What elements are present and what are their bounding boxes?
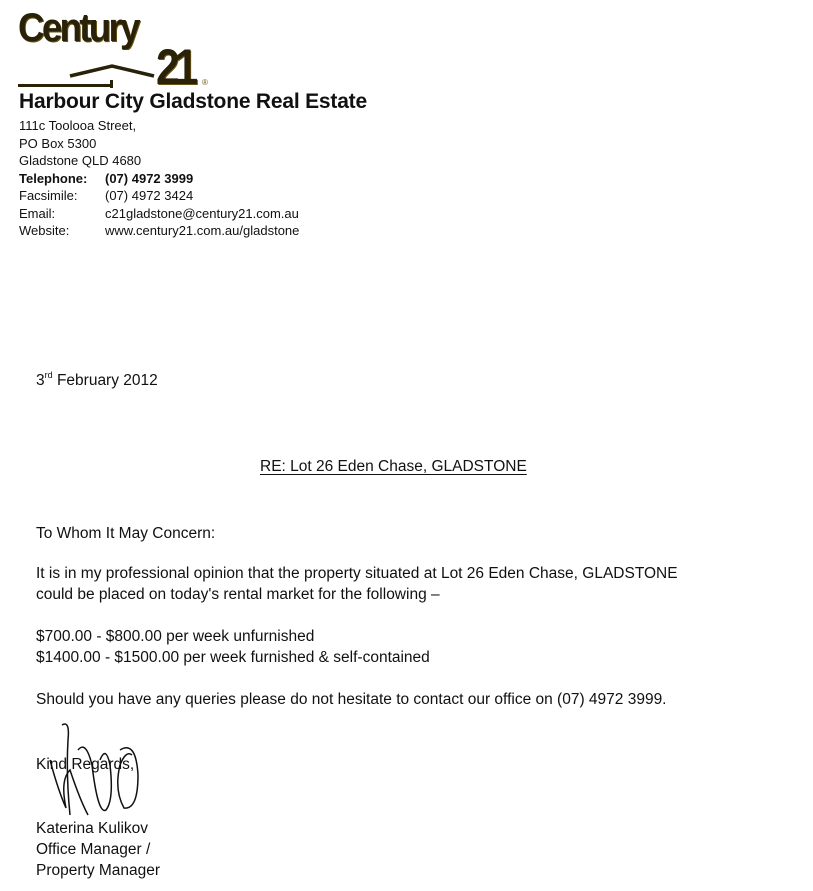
signature-icon <box>40 720 160 830</box>
telephone-label: Telephone: <box>19 170 88 186</box>
signatory-title-2: Property Manager <box>36 862 161 879</box>
website-label: Website: <box>19 223 70 238</box>
date-month-year: February 2012 <box>52 372 158 389</box>
letter-date <box>36 372 158 390</box>
facsimile-row <box>19 187 299 205</box>
logo-underline <box>18 84 110 87</box>
facsimile-label: Facsimile: <box>19 188 78 203</box>
company-name: Harbour City Gladstone Real Estate <box>19 90 367 113</box>
email-label: Email: <box>19 205 56 221</box>
body-line-2: could be placed on today's rental market for the following – <box>36 586 440 603</box>
address-line: PO Box 5300 <box>19 135 97 151</box>
signatory-title-1: Office Manager / <box>36 841 151 858</box>
website-row <box>19 222 299 240</box>
salutation: To Whom It May Concern: <box>36 525 216 542</box>
body-line-1: It is in my professional opinion that the property situated at Lot 26 Eden Chase, GLADSTONE <box>36 565 678 582</box>
address-line: 111c Toolooa Street, <box>19 118 137 133</box>
company-address-block <box>19 117 299 240</box>
email-value: c21gladstone@century21.com.au <box>105 205 299 221</box>
email-row <box>19 205 299 223</box>
date-day: 3 <box>36 372 45 389</box>
signatory-name: Katerina Kulikov <box>36 820 149 837</box>
telephone-value: (07) 4972 3999 <box>105 170 194 186</box>
contact-line: Should you have any queries please do not hesitate to contact our office on (07) 4972 3999. <box>36 691 667 708</box>
logo-wordmark: Century <box>18 6 138 50</box>
facsimile-value: (07) 4972 3424 <box>105 188 194 203</box>
logo-number: 21 <box>156 39 194 95</box>
closing: Kind Regards, <box>36 756 135 773</box>
price-furnished: $1400.00 - $1500.00 per week furnished & self-contained <box>36 649 430 666</box>
price-unfurnished: $700.00 - $800.00 per week unfurnished <box>36 628 315 645</box>
date-suffix: rd <box>44 370 53 380</box>
address-line: Gladstone QLD 4680 <box>19 153 142 168</box>
letter-subject: RE: Lot 26 Eden Chase, GLADSTONE <box>260 458 527 475</box>
telephone-row <box>19 170 299 188</box>
website-value: www.century21.com.au/gladstone <box>105 223 300 238</box>
century21-logo <box>14 6 214 95</box>
registered-mark: ® <box>202 78 208 87</box>
